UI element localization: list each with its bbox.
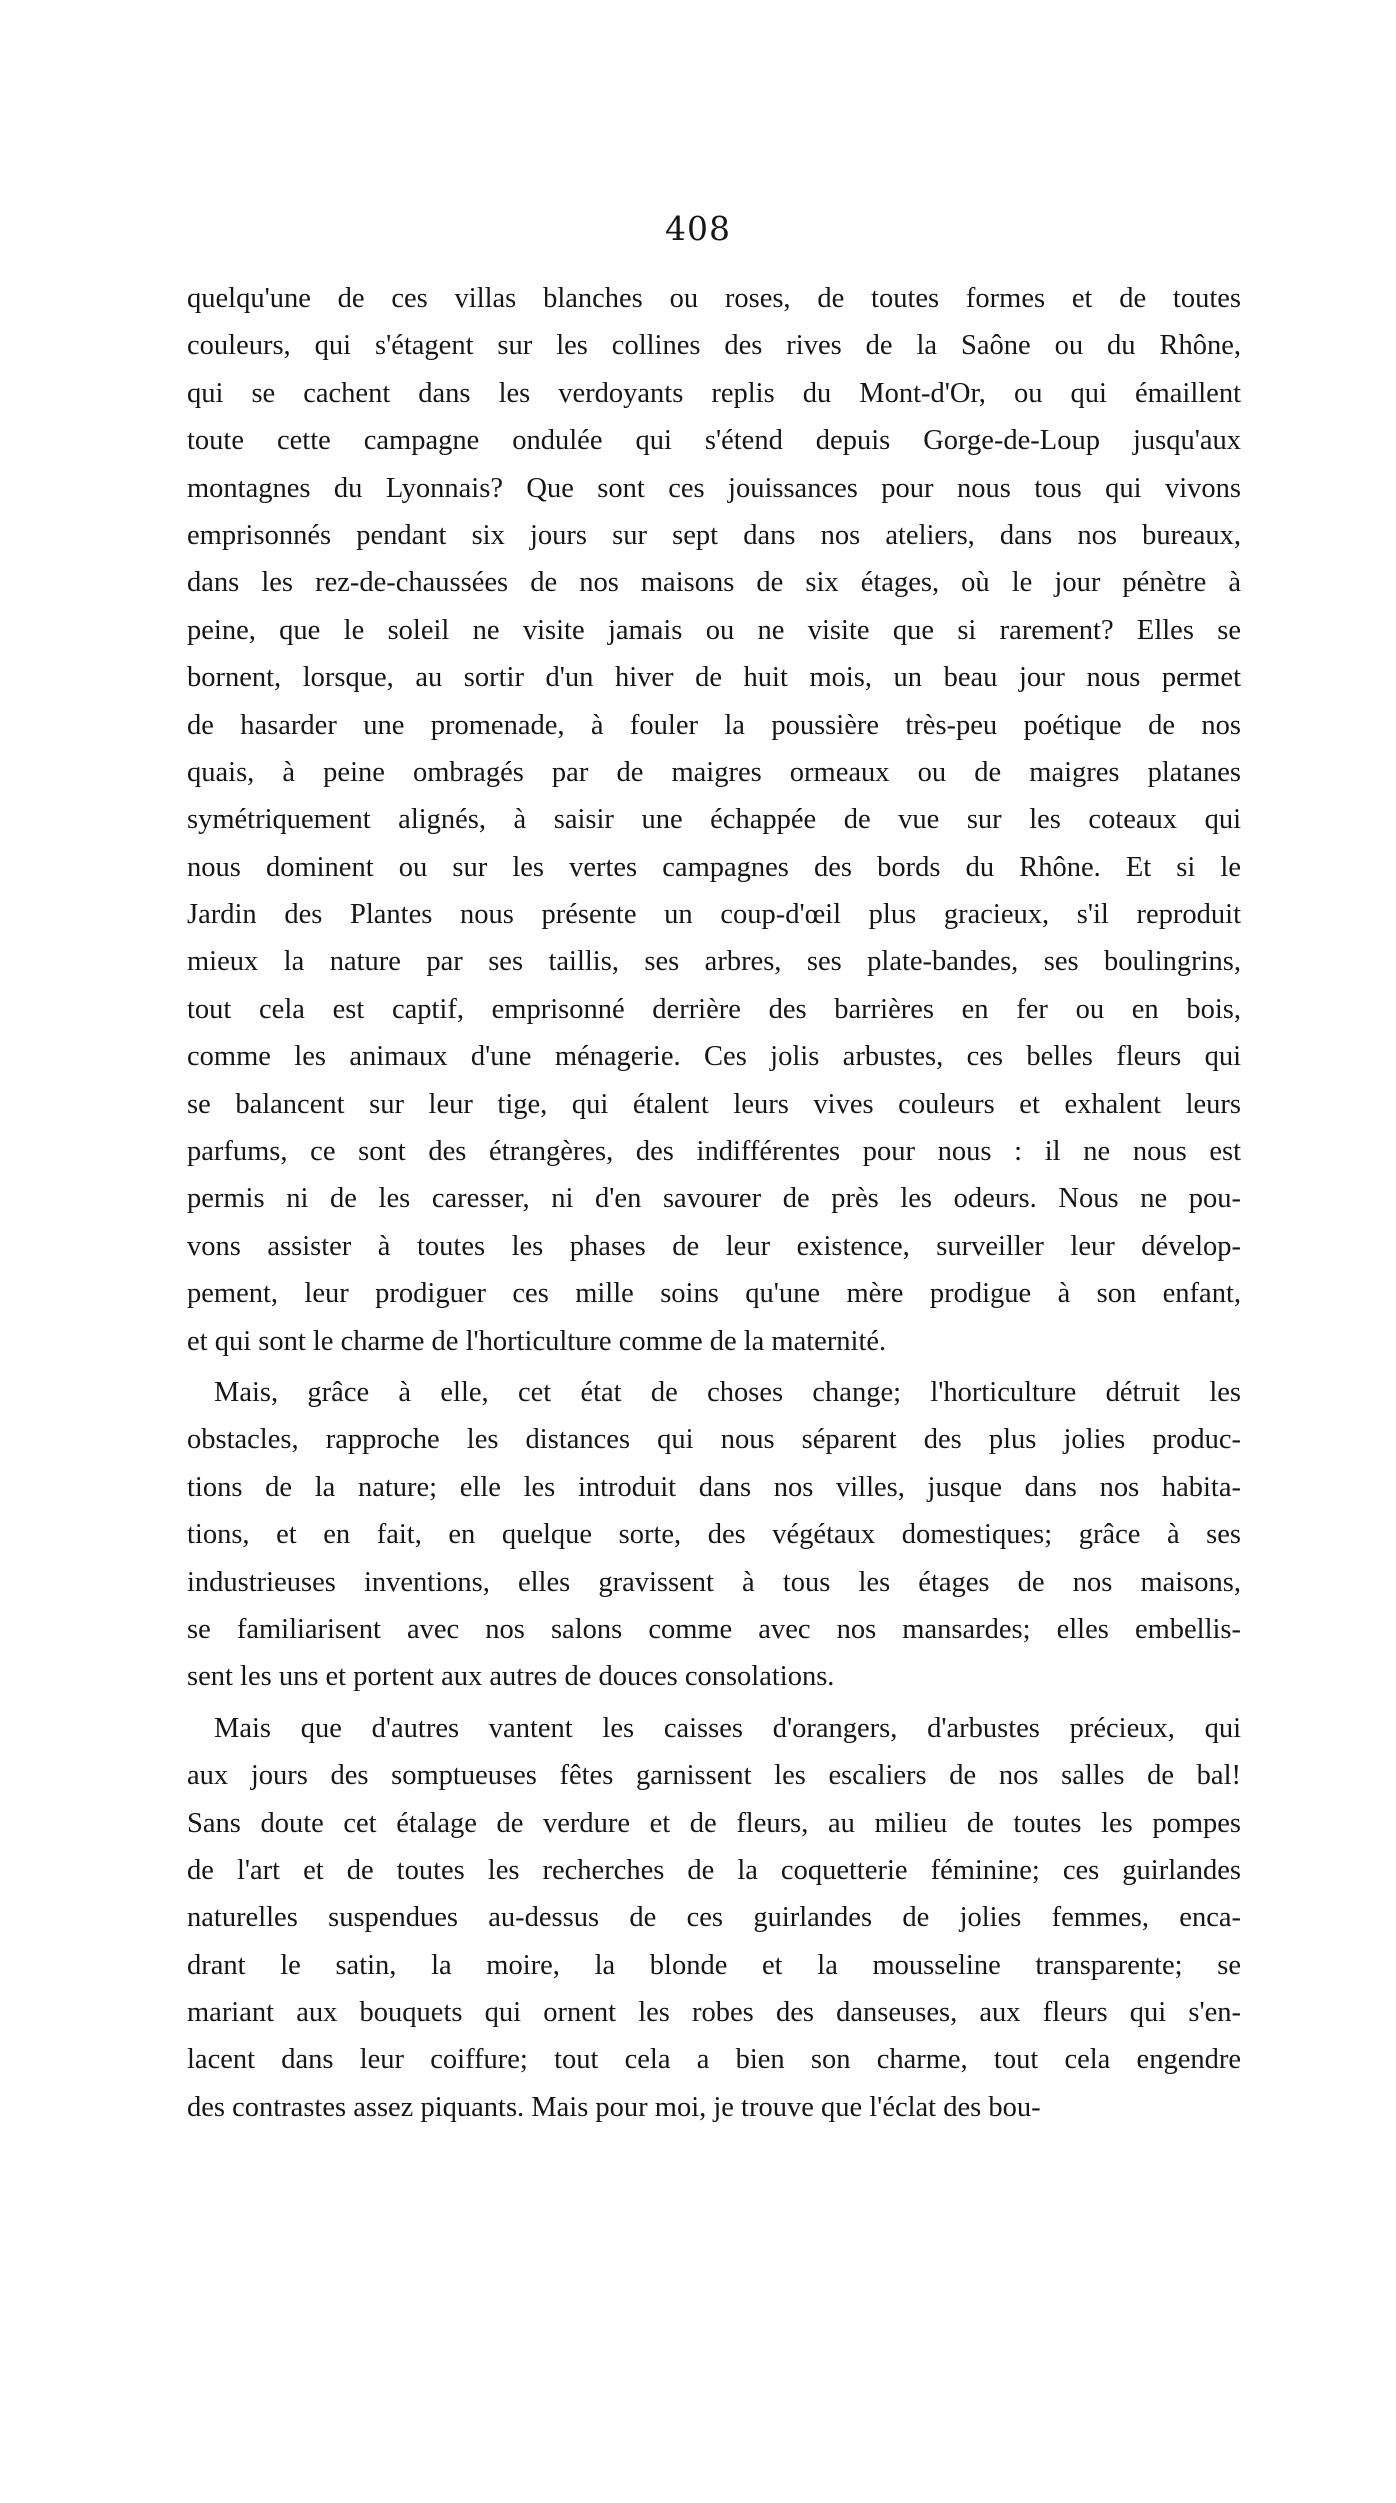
text-line: mieux la nature par ses taillis, ses arbres, ses plate-bandes, ses boulingrins,	[187, 946, 1241, 978]
text-line: toute cette campagne ondulée qui s'étend depuis Gorge-de-Loup jusqu'aux	[187, 425, 1241, 457]
text-line: peine, que le soleil ne visite jamais ou ne visite que si rarement? Elles se	[187, 614, 1241, 646]
text-line: Mais que d'autres vantent les caisses d'orangers, d'arbustes précieux, qui	[214, 1712, 1241, 1744]
text-line: qui se cachent dans les verdoyants replis du Mont-d'Or, ou qui émaillent	[187, 377, 1241, 409]
text-line: tions, et en fait, en quelque sorte, des végétaux domestiques; grâce à ses	[187, 1519, 1241, 1551]
text-line: et qui sont le charme de l'horticulture comme de la maternité.	[187, 1325, 887, 1357]
text-line: se balancent sur leur tige, qui étalent leurs vives couleurs et exhalent leurs	[187, 1088, 1241, 1120]
text-line: permis ni de les caresser, ni d'en savourer de près les odeurs. Nous ne pou-	[187, 1183, 1241, 1215]
paragraph	[187, 1705, 1241, 2132]
text-line: des contrastes assez piquants. Mais pour moi, je trouve que l'éclat des bou-	[187, 2091, 1041, 2123]
paragraph	[187, 275, 1241, 1365]
paragraph	[187, 1369, 1241, 1701]
text-line: nous dominent ou sur les vertes campagnes des bords du Rhône. Et si le	[187, 851, 1241, 883]
text-line: vons assister à toutes les phases de leur existence, surveiller leur dévelop-	[187, 1230, 1241, 1262]
text-line: drant le satin, la moire, la blonde et la mousseline transparente; se	[187, 1949, 1241, 1981]
text-line: quelqu'une de ces villas blanches ou roses, de toutes formes et de toutes	[187, 283, 1241, 314]
text-line: parfums, ce sont des étrangères, des indifférentes pour nous : il ne nous est	[187, 1136, 1241, 1168]
text-line: pement, leur prodiguer ces mille soins qu'une mère prodigue à son enfant,	[187, 1278, 1241, 1310]
text-line: se familiarisent avec nos salons comme avec nos mansardes; elles embellis-	[187, 1613, 1241, 1645]
text-line: montagnes du Lyonnais? Que sont ces jouissances pour nous tous qui vivons	[187, 472, 1241, 504]
text-line: de l'art et de toutes les recherches de la coquetterie féminine; ces guirlandes	[187, 1854, 1241, 1886]
text-line: bornent, lorsque, au sortir d'un hiver de huit mois, un beau jour nous permet	[187, 662, 1241, 694]
text-line: industrieuses inventions, elles gravissent à tous les étages de nos maisons,	[187, 1566, 1241, 1598]
text-line: aux jours des somptueuses fêtes garnissent les escaliers de nos salles de bal!	[187, 1760, 1241, 1792]
text-line: quais, à peine ombragés par de maigres ormeaux ou de maigres platanes	[187, 756, 1241, 788]
text-line: emprisonnés pendant six jours sur sept dans nos ateliers, dans nos bureaux,	[187, 519, 1241, 551]
text-line: mariant aux bouquets qui ornent les robes des danseuses, aux fleurs qui s'en-	[187, 1997, 1241, 2029]
page-number: 408	[665, 209, 731, 248]
text-line: tout cela est captif, emprisonné derrière des barrières en fer ou en bois,	[187, 993, 1241, 1025]
text-line: Jardin des Plantes nous présente un coup-d'œil plus gracieux, s'il reproduit	[187, 899, 1241, 931]
text-line: sent les uns et portent aux autres de douces consolations.	[187, 1661, 835, 1693]
text-line: Mais, grâce à elle, cet état de choses change; l'horticulture détruit les	[214, 1376, 1241, 1408]
text-line: comme les animaux d'une ménagerie. Ces jolis arbustes, ces belles fleurs qui	[187, 1041, 1241, 1073]
text-line: de hasarder une promenade, à fouler la poussière très-peu poétique de nos	[187, 709, 1241, 741]
text-line: obstacles, rapproche les distances qui nous séparent des plus jolies produc-	[187, 1424, 1241, 1456]
text-line: dans les rez-de-chaussées de nos maisons de six étages, où le jour pénètre à	[187, 567, 1241, 599]
text-line: tions de la nature; elle les introduit dans nos villes, jusque dans nos habita-	[187, 1471, 1241, 1503]
text-line: naturelles suspendues au-dessus de ces guirlandes de jolies femmes, enca-	[187, 1902, 1241, 1934]
text-line: symétriquement alignés, à saisir une échappée de vue sur les coteaux qui	[187, 804, 1241, 836]
text-line: lacent dans leur coiffure; tout cela a bien son charme, tout cela engendre	[187, 2044, 1241, 2076]
text-line: Sans doute cet étalage de verdure et de fleurs, au milieu de toutes les pompes	[187, 1807, 1241, 1839]
text-line: couleurs, qui s'étagent sur les collines des rives de la Saône ou du Rhône,	[187, 330, 1241, 362]
text-block	[187, 275, 1241, 2131]
